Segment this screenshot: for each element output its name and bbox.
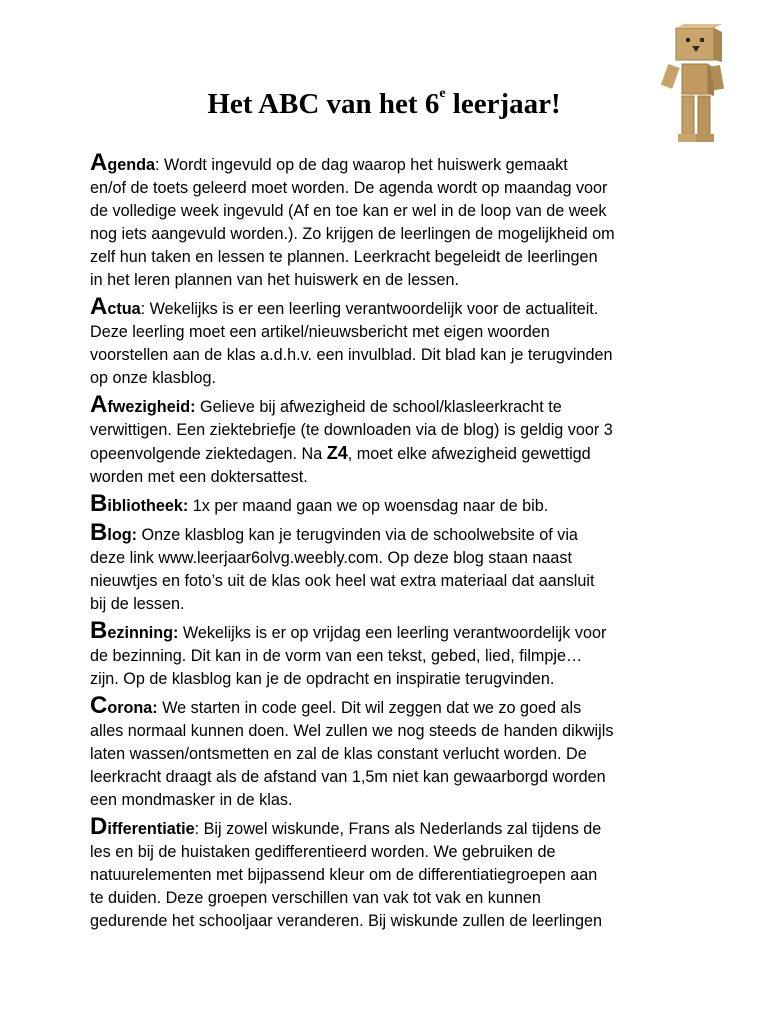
- entry-text: 1x per maand gaan we op woensdag naar de bib.: [188, 497, 549, 515]
- entry-text: Gelieve bij afwezigheid de school/klasleerkracht te: [195, 398, 562, 416]
- entry-text: nieuwtjes en foto’s uit de klas ook heel wat extra materiaal dat aansluit: [90, 572, 595, 590]
- entry-text: de volledige week ingevuld (Af en toe kan er wel in de loop van de week: [90, 202, 607, 220]
- entry-text: gedurende het schooljaar veranderen. Bij wiskunde zullen de leerlingen: [90, 912, 603, 930]
- entry-initial: B: [90, 519, 108, 546]
- entry-corona: [90, 694, 690, 812]
- entry-text: Deze leerling moet een artikel/nieuwsbericht met eigen woorden: [90, 323, 550, 341]
- entry-text: Wekelijks is er op vrijdag een leerling verantwoordelijk voor: [178, 624, 607, 642]
- abc-list: [90, 151, 690, 936]
- entry-text: les en bij de huistaken gedifferentieerd worden. We gebruiken de: [90, 843, 556, 861]
- entry-initial: D: [90, 813, 108, 840]
- entry-differentiatie: [90, 815, 690, 933]
- entry-initial: A: [90, 391, 108, 418]
- entry-initial: A: [90, 149, 108, 176]
- entry-keyword: ibliotheek:: [107, 497, 189, 515]
- entry-initial: B: [90, 617, 108, 644]
- entry-text: zijn. Op de klasblog kan je de opdracht en inspiratie terugvinden.: [90, 670, 555, 688]
- entry-text: worden met een doktersattest.: [90, 468, 308, 486]
- entry-initial: B: [90, 490, 108, 517]
- entry-text: zelf hun taken en lessen te plannen. Leerkracht begeleidt de leerlingen: [90, 248, 598, 266]
- entry-bibliotheek: [90, 492, 690, 518]
- entry-keyword: fwezigheid:: [107, 398, 196, 416]
- entry-keyword: ezinning:: [107, 624, 179, 642]
- entry-text: en/of de toets geleerd moet worden. De agenda wordt op maandag voor: [90, 179, 608, 197]
- entry-bezinning: [90, 619, 690, 691]
- entry-text: een mondmasker in de klas.: [90, 791, 293, 809]
- entry-text: voorstellen aan de klas a.d.h.v. een invulblad. Dit blad kan je terugvinden: [90, 346, 613, 364]
- entry-afwezigheid: [90, 393, 690, 489]
- entry-text: deze link www.leerjaar6olvg.weebly.com. Op deze blog staan naast: [90, 549, 572, 567]
- entry-text: op onze klasblog.: [90, 369, 216, 387]
- entry-actua: [90, 295, 690, 390]
- entry-agenda: [90, 151, 690, 292]
- entry-text: : Bij zowel wiskunde, Frans als Nederlands zal tijdens de: [194, 820, 602, 838]
- entry-text: , moet elke afwezigheid gewettigd: [347, 445, 591, 463]
- entry-keyword: ctua: [107, 300, 141, 318]
- entry-keyword: orona:: [107, 699, 158, 717]
- title-main: Het ABC van het 6: [207, 88, 440, 120]
- entry-text: laten wassen/ontsmetten en zal de klas constant verlucht worden. De: [90, 745, 587, 763]
- entry-text: nog iets aangevuld worden.). Zo krijgen de leerlingen de mogelijkheid om: [90, 225, 615, 243]
- entry-text: natuurelementen met bijpassend kleur om de differentiatiegroepen aan: [90, 866, 598, 884]
- entry-initial: A: [90, 293, 108, 320]
- entry-keyword: ifferentiatie: [107, 820, 195, 838]
- entry-text: in het leren plannen van het huiswerk en de lessen.: [90, 271, 459, 289]
- entry-text: te duiden. Deze groepen verschillen van vak tot vak en kunnen: [90, 889, 541, 907]
- entry-text: Onze klasblog kan je terugvinden via de schoolwebsite of via: [137, 526, 578, 544]
- z4-label: Z4: [326, 443, 348, 463]
- entry-text: alles normaal kunnen doen. Wel zullen we nog steeds de handen dikwijls: [90, 722, 614, 740]
- entry-text: opeenvolgende ziektedagen. Na: [90, 445, 327, 463]
- entry-initial: C: [90, 692, 108, 719]
- title-tail: leerjaar!: [445, 88, 561, 120]
- title-superscript: e: [439, 86, 446, 101]
- cardboard-robot-image: [648, 24, 752, 144]
- entry-text: : Wordt ingevuld op de dag waarop het huiswerk gemaakt: [155, 156, 568, 174]
- entry-blog: [90, 521, 690, 616]
- entry-text: : Wekelijks is er een leerling verantwoordelijk voor de actualiteit.: [140, 300, 599, 318]
- entry-keyword: genda: [107, 156, 156, 174]
- entry-keyword: log:: [107, 526, 138, 544]
- entry-text: de bezinning. Dit kan in de vorm van een tekst, gebed, lied, filmpje…: [90, 647, 583, 665]
- entry-text: verwittigen. Een ziektebriefje (te downloaden via de blog) is geldig voor 3: [90, 421, 613, 439]
- entry-text: bij de lessen.: [90, 595, 185, 613]
- entry-text: leerkracht draagt als de afstand van 1,5m niet kan gewaarborgd worden: [90, 768, 606, 786]
- entry-text: We starten in code geel. Dit wil zeggen dat we zo goed als: [157, 699, 582, 717]
